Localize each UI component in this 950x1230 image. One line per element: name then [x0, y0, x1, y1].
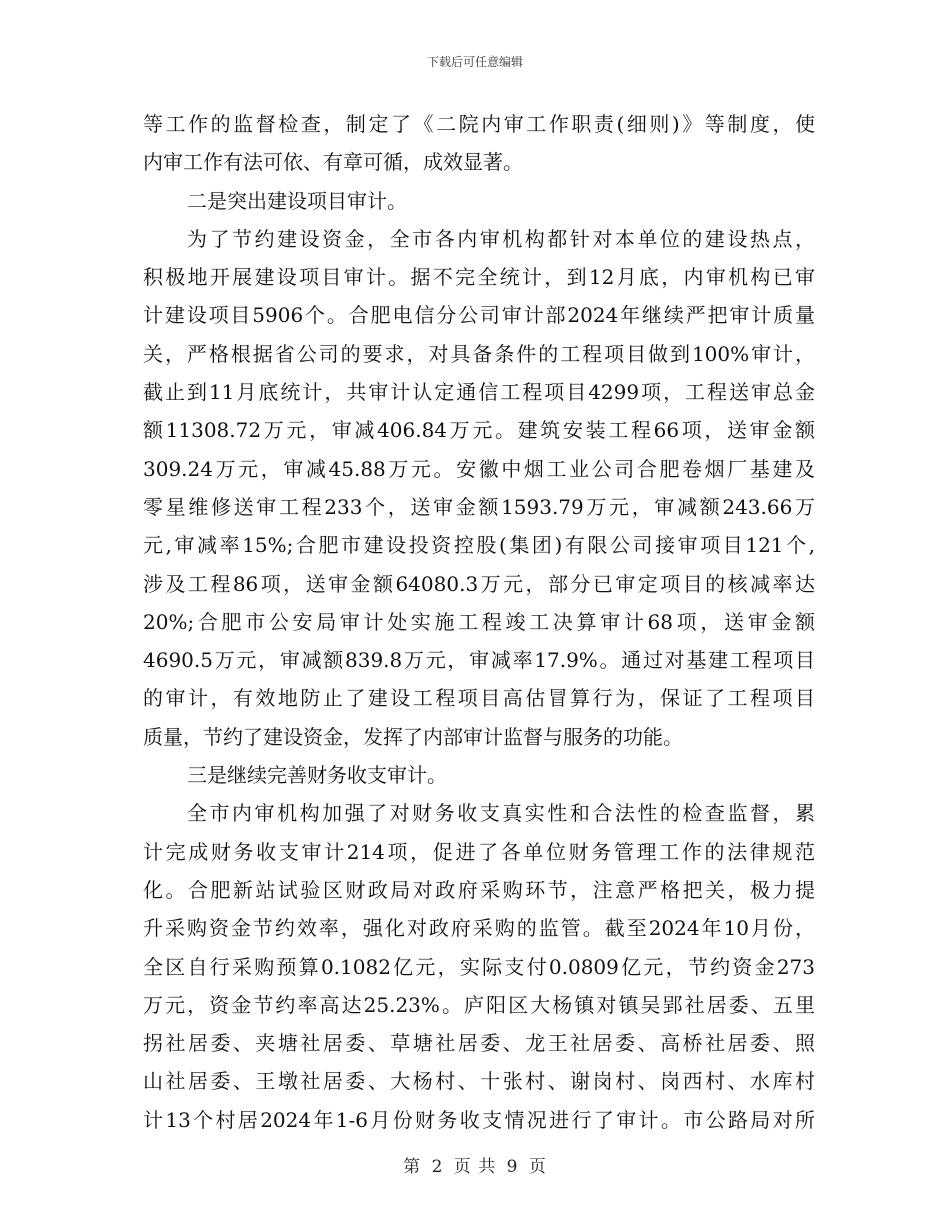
- text-line: 的审计，有效地防止了建设工程项目高估冒算行为，保证了工程项目: [143, 686, 815, 711]
- text-line: 4690.5万元，审减额839.8万元，审减率17.9%。通过对基建工程项目: [143, 648, 815, 673]
- text-line: 零星维修送审工程233个，送审金额1593.79万元，审减额243.66万: [143, 494, 815, 519]
- page-footer: [0, 1152, 950, 1177]
- text-line: 质量，节约了建设资金，发挥了内部审计监督与服务的功能。: [143, 724, 683, 749]
- section-heading: 二是突出建设项目审计。: [187, 188, 407, 213]
- text-line: 升采购资金节约效率，强化对政府采购的监管。截至2024年10月份，: [143, 916, 815, 941]
- text-line: 关，严格根据省公司的要求，对具备条件的工程项目做到100%审计，: [143, 341, 815, 366]
- page-header-note: 下载后可任意编辑: [426, 55, 523, 69]
- text-line: 元,审减率15%;合肥市建设投资控股(集团)有限公司接审项目121个,: [143, 533, 815, 558]
- page-label-suffix: 页: [528, 1157, 547, 1177]
- text-line: 截止到11月底统计，共审计认定通信工程项目4299项，工程送审总金: [143, 380, 815, 405]
- text-line: 计13个村居2024年1-6月份财务收支情况进行了审计。市公路局对所: [143, 1107, 815, 1132]
- text-line: 为了节约建设资金，全市各内审机构都针对本单位的建设热点，: [187, 226, 815, 251]
- text-line: 化。合肥新站试验区财政局对政府采购环节，注意严格把关，极力提: [143, 877, 815, 902]
- text-line: 计建设项目5906个。合肥电信分公司审计部2024年继续严把审计质量: [143, 303, 815, 328]
- text-line: 20%;合肥市公安局审计处实施工程竣工决算审计68项，送审金额: [143, 609, 815, 634]
- text-line: 内审工作有法可依、有章可循，成效显著。: [143, 150, 523, 175]
- text-line: 山社居委、王墩社居委、大杨村、十张村、谢岗村、岗西村、水库村: [143, 1069, 815, 1094]
- text-line: 额11308.72万元，审减406.84万元。建筑安装工程66项，送审金额: [143, 418, 815, 443]
- text-line: 309.24万元，审减45.88万元。安徽中烟工业公司合肥卷烟厂基建及: [143, 456, 815, 481]
- text-line: 等工作的监督检查，制定了《二院内审工作职责(细则)》等制度，使: [143, 112, 815, 136]
- text-line: 拐社居委、夹塘社居委、草塘社居委、龙王社居委、高桥社居委、照: [143, 1031, 815, 1056]
- total-pages-number: 9: [506, 1157, 519, 1177]
- text-line: 积极地开展建设项目审计。据不完全统计，到12月底，内审机构已审: [143, 265, 815, 290]
- text-line: 计完成财务收支审计214项，促进了各单位财务管理工作的法律规范: [143, 839, 815, 864]
- current-page-number: 2: [431, 1157, 444, 1177]
- document-body: [143, 105, 815, 1139]
- text-line: 涉及工程86项，送审金额64080.3万元，部分已审定项目的核减率达: [143, 571, 815, 596]
- section-heading: 三是继续完善财务收支审计。: [187, 763, 447, 788]
- page-label-prefix: 第: [403, 1157, 422, 1177]
- text-line: 全市内审机构加强了对财务收支真实性和合法性的检查监督，累: [187, 801, 815, 826]
- text-line: 全区自行采购预算0.1082亿元，实际支付0.0809亿元，节约资金273: [143, 954, 815, 979]
- page-label-mid: 页 共: [453, 1157, 497, 1177]
- text-line: 万元，资金节约率高达25.23%。庐阳区大杨镇对镇吴郢社居委、五里: [143, 992, 815, 1017]
